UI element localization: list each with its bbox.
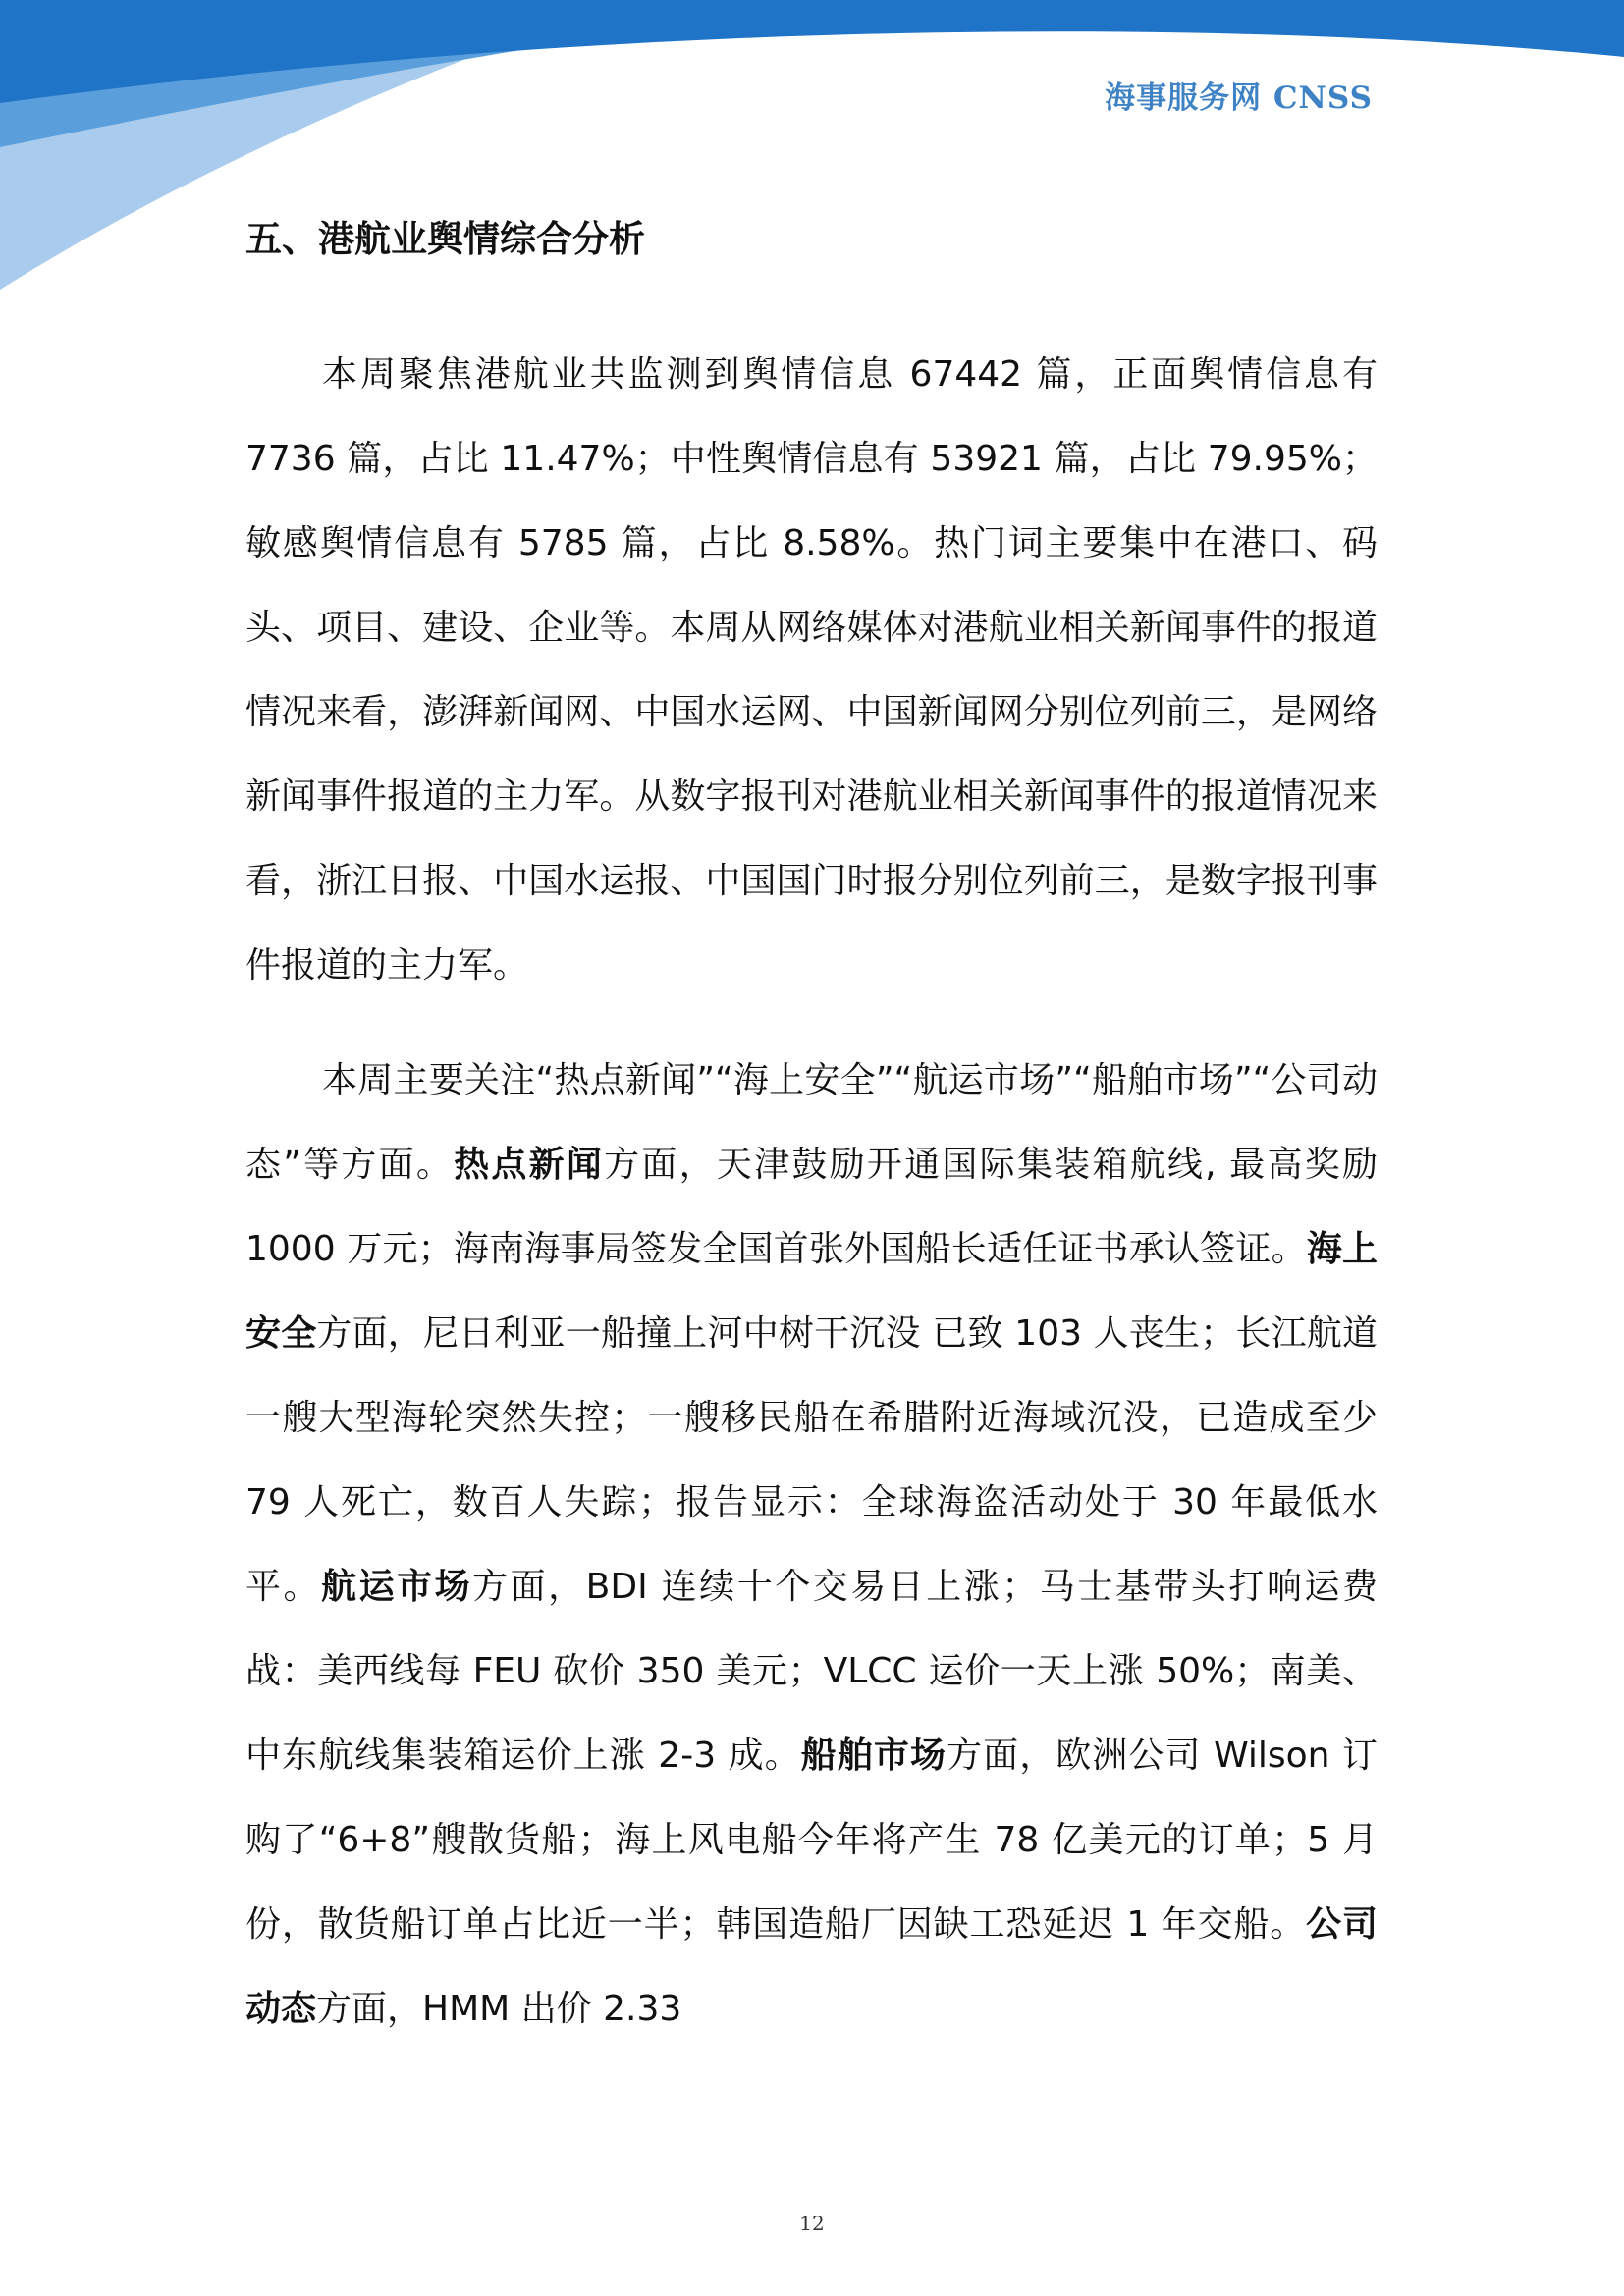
focus-intro: 本周主要关注“热点新闻”“海上安全”“航运市场”“船舶市场”“公司动态”等方面。 <box>245 1060 1378 1185</box>
keyword-shipping-market: 航运市场 <box>321 1567 473 1607</box>
keyword-hot-news: 热点新闻 <box>454 1145 605 1185</box>
paragraph-weekly-focus <box>245 1039 1378 2052</box>
ship-market-text: 方面，欧洲公司 Wilson 订购了“6+8”艘散货船；海上风电船今年将产生 78 亿美元的订单；5 月份，散货船订单占比近一半；韩国造船厂因缺工恐延迟 1 年交船。 <box>245 1735 1378 1945</box>
keyword-maritime-safety: 海上安全 <box>245 1229 1378 1354</box>
section-title: 五、港航业舆情综合分析 <box>245 218 645 260</box>
hot-news-text: 方面，天津鼓励开通国际集装箱航线, 最高奖励 1000 万元；海南海事局签发全国首张外国船长适任证书承认签证。 <box>245 1145 1378 1269</box>
shipping-market-text: 方面，BDI 连续十个交易日上涨；马士基带头打响运费战：美西线每 FEU 砍价 350 美元；VLCC 运价一天上涨 50%；南美、中东航线集装箱运价上涨 2-3 成。 <box>245 1567 1378 1776</box>
brand-logo-text: 海事服务网 CNSS <box>1105 80 1373 116</box>
page-number: 12 <box>799 2212 825 2235</box>
paragraph-public-opinion-stats: 本周聚焦港航业共监测到舆情信息 67442 篇，正面舆情信息有 7736 篇，占比 11.47%；中性舆情信息有 53921 篇，占比 79.95%；敏感舆情信息有 5785 篇，占比 8.58%。热门词主要集中在港口、码头、项目、建设、企业等。本周从网络媒体对港航业相关新闻事件的报道情况来看，澎湃新闻网、中国水运网、中国新闻网分别位列前三，是网络新闻事件报道的主力军。从数字报刊对港航业相关新闻事件的报道情况来看，浙江日报、中国水运报、中国国门时报分别位列前三，是数字报刊事件报道的主力军。 <box>245 354 1378 986</box>
header-wave-graphic <box>0 0 1624 304</box>
keyword-company-news: 公司动态 <box>245 1904 1378 2029</box>
company-news-text: 方面，HMM 出价 2.33 <box>316 1989 682 2029</box>
maritime-safety-text: 方面，尼日利亚一船撞上河中树干沉没 已致 103 人丧生；长江航道 一艘大型海轮突然失控；一艘移民船在希腊附近海域沉没，已造成至少 79 人死亡，数百人失踪；报告显示：全球海盗活动处于 30 年最低水平。 <box>245 1313 1378 1607</box>
keyword-ship-market: 船舶市场 <box>800 1735 947 1776</box>
